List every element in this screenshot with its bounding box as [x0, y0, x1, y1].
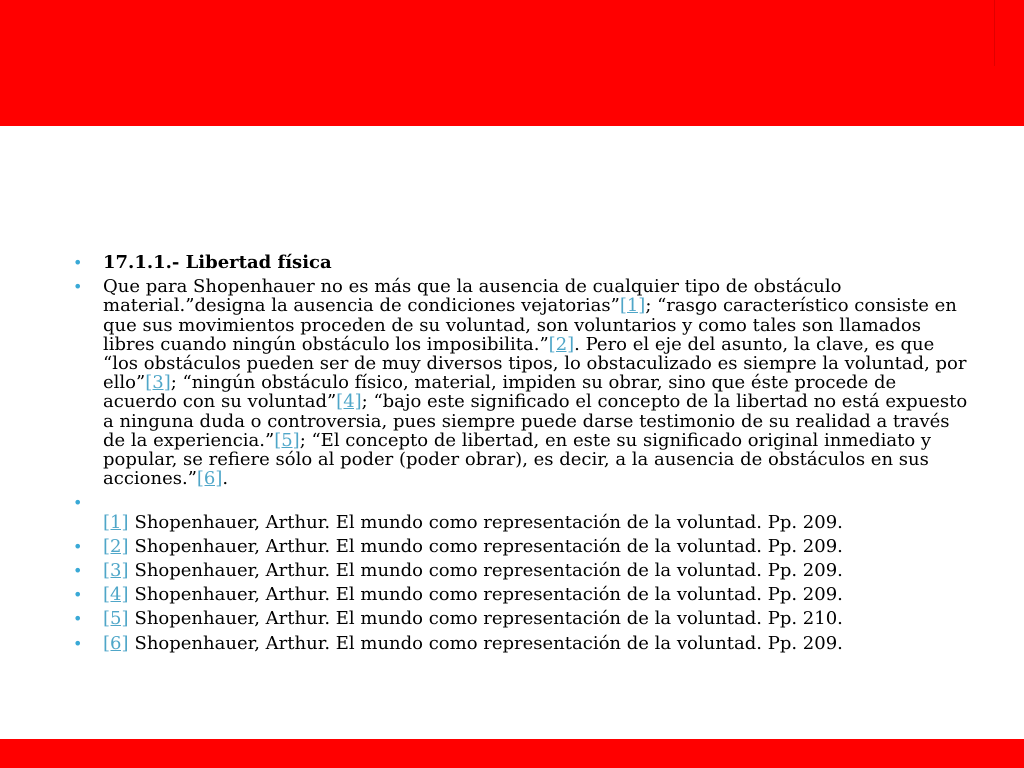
footnote-row: [103, 633, 843, 654]
band-divider-line: [994, 0, 995, 66]
section-heading: 17.1.1.- Libertad física: [103, 252, 332, 273]
body-paragraph: [103, 277, 972, 488]
list-item-footnote-2: [72, 537, 972, 556]
paragraph-text-3: . Pero el eje del asunto, la clave, es que “los obstáculos pueden ser de muy diversos tipos, lo obstaculizado es siempre la voluntad, por ello”: [103, 333, 967, 394]
paragraph-text-6: ; “El concepto de libertad, en este su significado original inmediato y popular, se refiere sólo al poder (poder obrar), es decir, a la ausencia de obstáculos en sus acciones.”: [103, 429, 932, 490]
footnote-text: Shopenhauer, Arthur. El mundo como representación de la voluntad. Pp. 209.: [134, 511, 843, 533]
slide-content: [72, 253, 972, 658]
list-item-paragraph: [72, 277, 972, 488]
footnote-link-6[interactable]: [6]: [196, 468, 223, 490]
list-item-footnote-5: [72, 609, 972, 628]
footnote-row: [103, 584, 843, 605]
paragraph-text-4: ; “ningún obstáculo físico, material, impiden su obrar, sino que éste procede de acuerdo con su voluntad”: [103, 372, 897, 413]
footnote-ref-4[interactable]: [4]: [103, 584, 129, 606]
list-item-footnote-4: [72, 585, 972, 604]
footnote-row: [103, 536, 843, 557]
footnote-row: [103, 608, 843, 629]
list-item-footnote-6: [72, 634, 972, 653]
footnote-row: [103, 512, 843, 533]
footnote-ref-5[interactable]: [5]: [103, 608, 129, 630]
paragraph-text-5: ; “bajo este significado el concepto de la libertad no está expuesto a ninguna duda o controversia, pues siempre puede darse testimonio de su realidad a través de la experiencia.”: [103, 391, 968, 451]
footnote-link-2[interactable]: [2]: [548, 333, 575, 355]
footnote-ref-2[interactable]: [2]: [103, 535, 129, 557]
footnote-ref-3[interactable]: [3]: [103, 560, 129, 582]
list-item-footnote-1: [72, 493, 972, 531]
paragraph-end: .: [222, 468, 229, 490]
footnote-ref-1[interactable]: [1]: [103, 511, 129, 533]
bottom-red-band: [0, 739, 1024, 768]
paragraph-text-1: Que para Shopenhauer no es más que la ausencia de cualquier tipo de obstáculo material.”designa la ausencia de condiciones vejatorias”: [103, 276, 842, 317]
footnote-text: Shopenhauer, Arthur. El mundo como representación de la voluntad. Pp. 209.: [134, 560, 843, 582]
footnote-link-5[interactable]: [5]: [274, 429, 300, 451]
footnote-ref-6[interactable]: [6]: [103, 632, 129, 654]
footnote-text: Shopenhauer, Arthur. El mundo como representación de la voluntad. Pp. 209.: [134, 584, 843, 606]
footnote-link-1[interactable]: [1]: [619, 295, 646, 317]
footnote-text: Shopenhauer, Arthur. El mundo como representación de la voluntad. Pp. 209.: [134, 535, 843, 557]
top-red-band: [0, 0, 1024, 126]
footnote-link-4[interactable]: [4]: [336, 391, 362, 413]
bullet-list: [72, 253, 972, 653]
paragraph-text-2: ; “rasgo característico consiste en que sus movimientos proceden de su voluntad, son voluntarios y como tales son llamados libres cuando ningún obstáculo los imposibilita.”: [103, 295, 957, 355]
list-item-heading: [72, 253, 972, 272]
empty-bullet-line: [103, 493, 972, 512]
footnote-row: [103, 560, 843, 581]
footnote-link-3[interactable]: [3]: [145, 372, 171, 394]
list-item-footnote-3: [72, 561, 972, 580]
footnote-text: Shopenhauer, Arthur. El mundo como representación de la voluntad. Pp. 209.: [134, 632, 843, 654]
footnote-text: Shopenhauer, Arthur. El mundo como representación de la voluntad. Pp. 210.: [134, 608, 843, 630]
